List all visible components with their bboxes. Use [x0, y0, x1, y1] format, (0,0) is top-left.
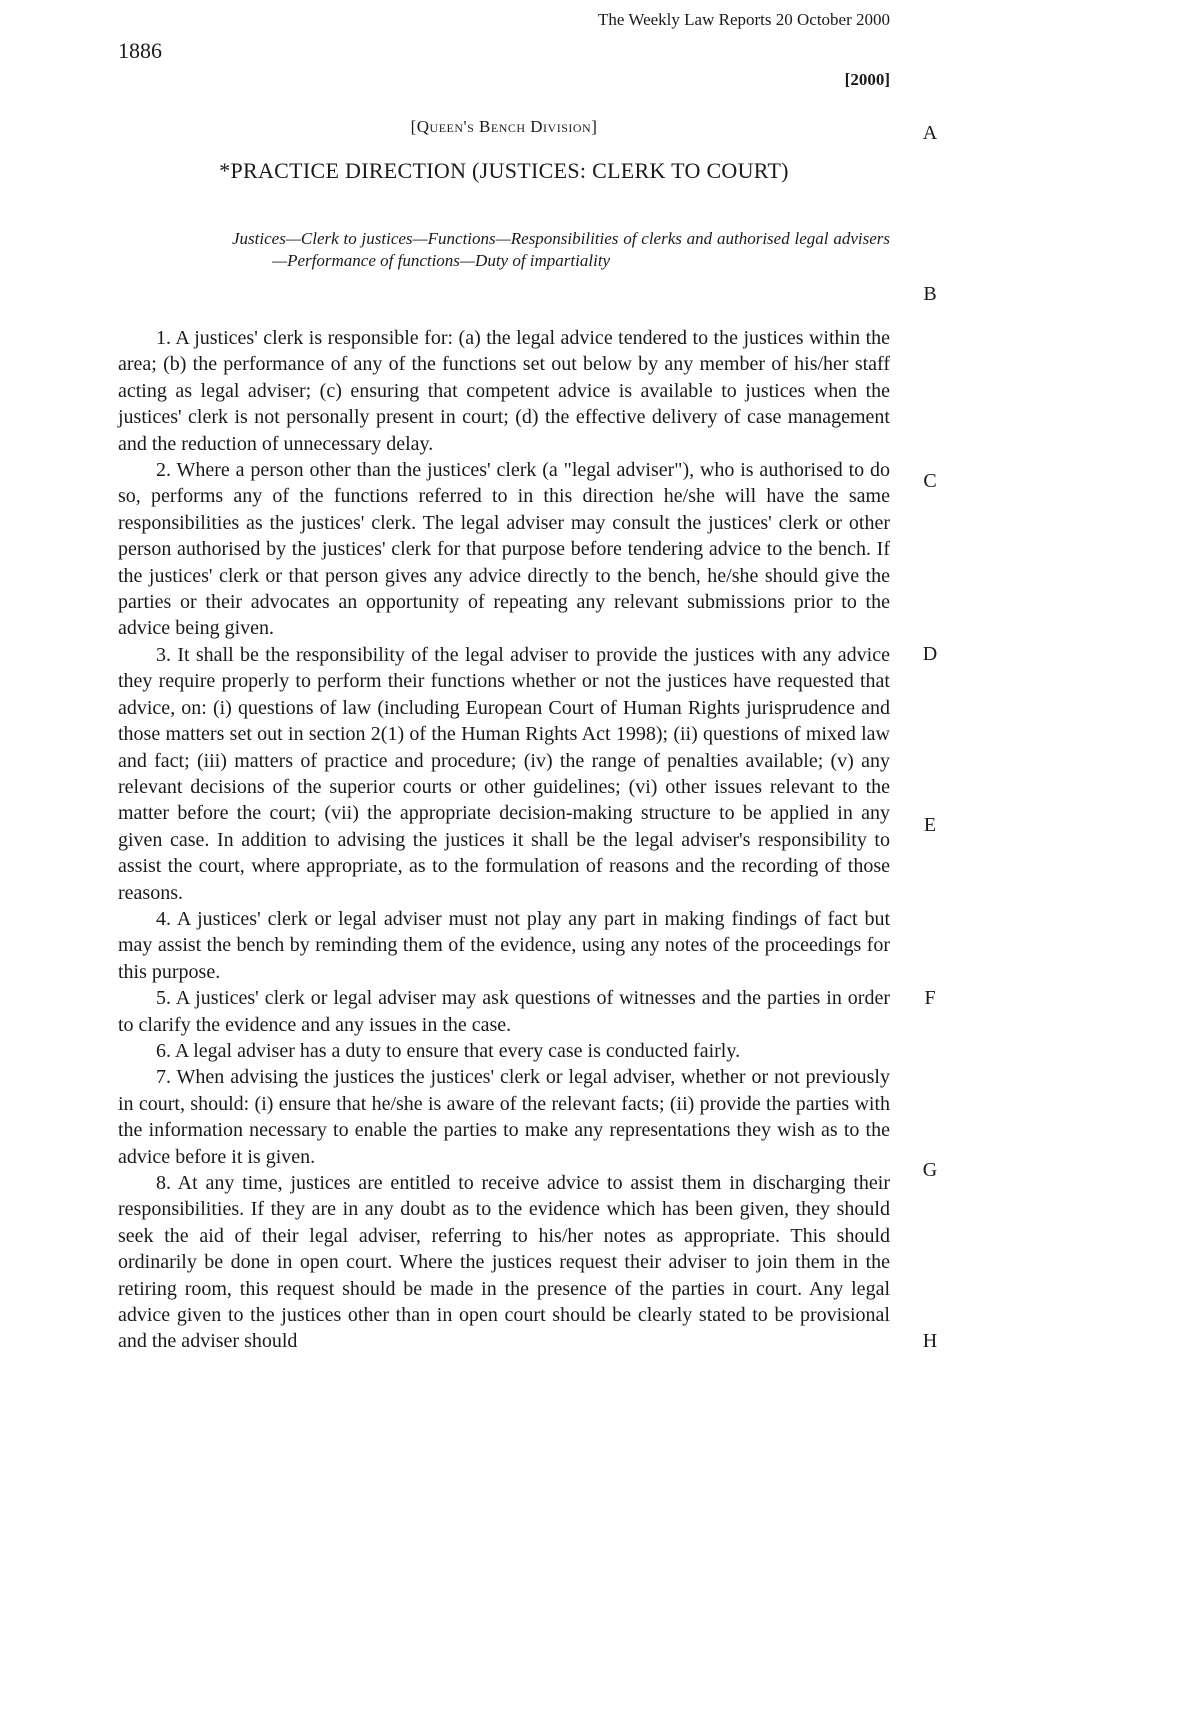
margin-letter-e: E [923, 814, 937, 836]
paragraph-4: 4. A justices' clerk or legal adviser must not play any part in making findings of fact but may assist the bench by reminding them of the evidence, using any notes of the proceedings for this purpose. [118, 907, 890, 983]
margin-letter-f: F [924, 987, 936, 1009]
margin-letters [910, 0, 950, 1714]
margin-letter-g: G [922, 1159, 938, 1181]
report-year: [2000] [844, 70, 890, 89]
paragraph-5: 5. A justices' clerk or legal adviser may ask questions of witnesses and the parties in order to clarify the evidence and any issues in the case. [118, 987, 890, 1036]
paragraph-2: 2. Where a person other than the justices' clerk (a "legal adviser"), who is authorised to do so, performs any of the functions referred to in this direction he/she will have the same responsibilities as the justices' clerk. The legal adviser may consult the justices' clerk or other person authorised by the justices' clerk for that purpose before tendering advice to the bench. If the justices' clerk or that person gives any advice directly to the bench, he/she should give the parties or their advocates an opportunity of repeating any relevant submissions prior to the advice being given. [118, 459, 890, 640]
catchwords: Justices—Clerk to justices—Functions—Responsibilities of clerks and authorised legal advisers—Performance of functions—Duty of impartiality [232, 229, 890, 270]
paragraph-1: 1. A justices' clerk is responsible for: (a) the legal advice tendered to the justices within the area; (b) the performance of any of the functions set out below by any member of his/her staff acting as legal adviser; (c) ensuring that competent advice is available to justices when the justices' clerk is not personally present in court; (d) the effective delivery of case management and the reduction of unnecessary delay. [118, 327, 890, 455]
paragraph-3: 3. It shall be the responsibility of the legal adviser to provide the justices with any advice they require properly to perform their functions whether or not the justices have requested that advice, on: (i) questions of law (including European Court of Human Rights jurisprudence and those matters set out in section 2(1) of the Human Rights Act 1998); (ii) questions of mixed law and fact; (iii) matters of practice and procedure; (iv) the range of penalties available; (v) any relevant decisions of the superior courts or other guidelines; (vi) other issues relevant to the matter before the court; (vii) the appropriate decision-making structure to be applied in any given case. In addition to advising the justices it shall be the legal adviser's responsibility to assist the court, where appropriate, as to the formulation of reasons and the recording of those reasons. [118, 643, 890, 904]
paragraph-8: 8. At any time, justices are entitled to receive advice to assist them in discharging their responsibilities. If they are in any doubt as to the evidence which has been given, they should seek the aid of their legal adviser, referring to his/her notes as appropriate. This should ordinarily be done in open court. Where the justices request their adviser to join them in the retiring room, this request should be made in the presence of the parties in court. Any legal advice given to the justices other than in open court should be clearly stated to be provisional and the adviser should [118, 1172, 890, 1353]
margin-letter-d: D [922, 643, 938, 665]
court-division: [Queen's Bench Division] [410, 117, 598, 136]
margin-letter-b: B [923, 283, 937, 305]
margin-letter-a: A [922, 122, 938, 144]
page-number: 1886 [118, 38, 162, 63]
judgment-body [118, 325, 890, 1355]
running-head: The Weekly Law Reports 20 October 2000 [598, 10, 890, 29]
paragraph-6: 6. A legal adviser has a duty to ensure that every case is conducted fairly. [156, 1039, 741, 1062]
margin-letter-c: C [923, 470, 937, 492]
paragraph-7: 7. When advising the justices the justices' clerk or legal adviser, whether or not previously in court, should: (i) ensure that he/she is aware of the relevant facts; (ii) provide the parties with the information necessary to enable the parties to make any representations they wish as to the advice before it is given. [118, 1066, 890, 1168]
case-title: *PRACTICE DIRECTION (JUSTICES: CLERK TO COURT) [219, 158, 789, 183]
margin-letter-h: H [922, 1330, 938, 1352]
